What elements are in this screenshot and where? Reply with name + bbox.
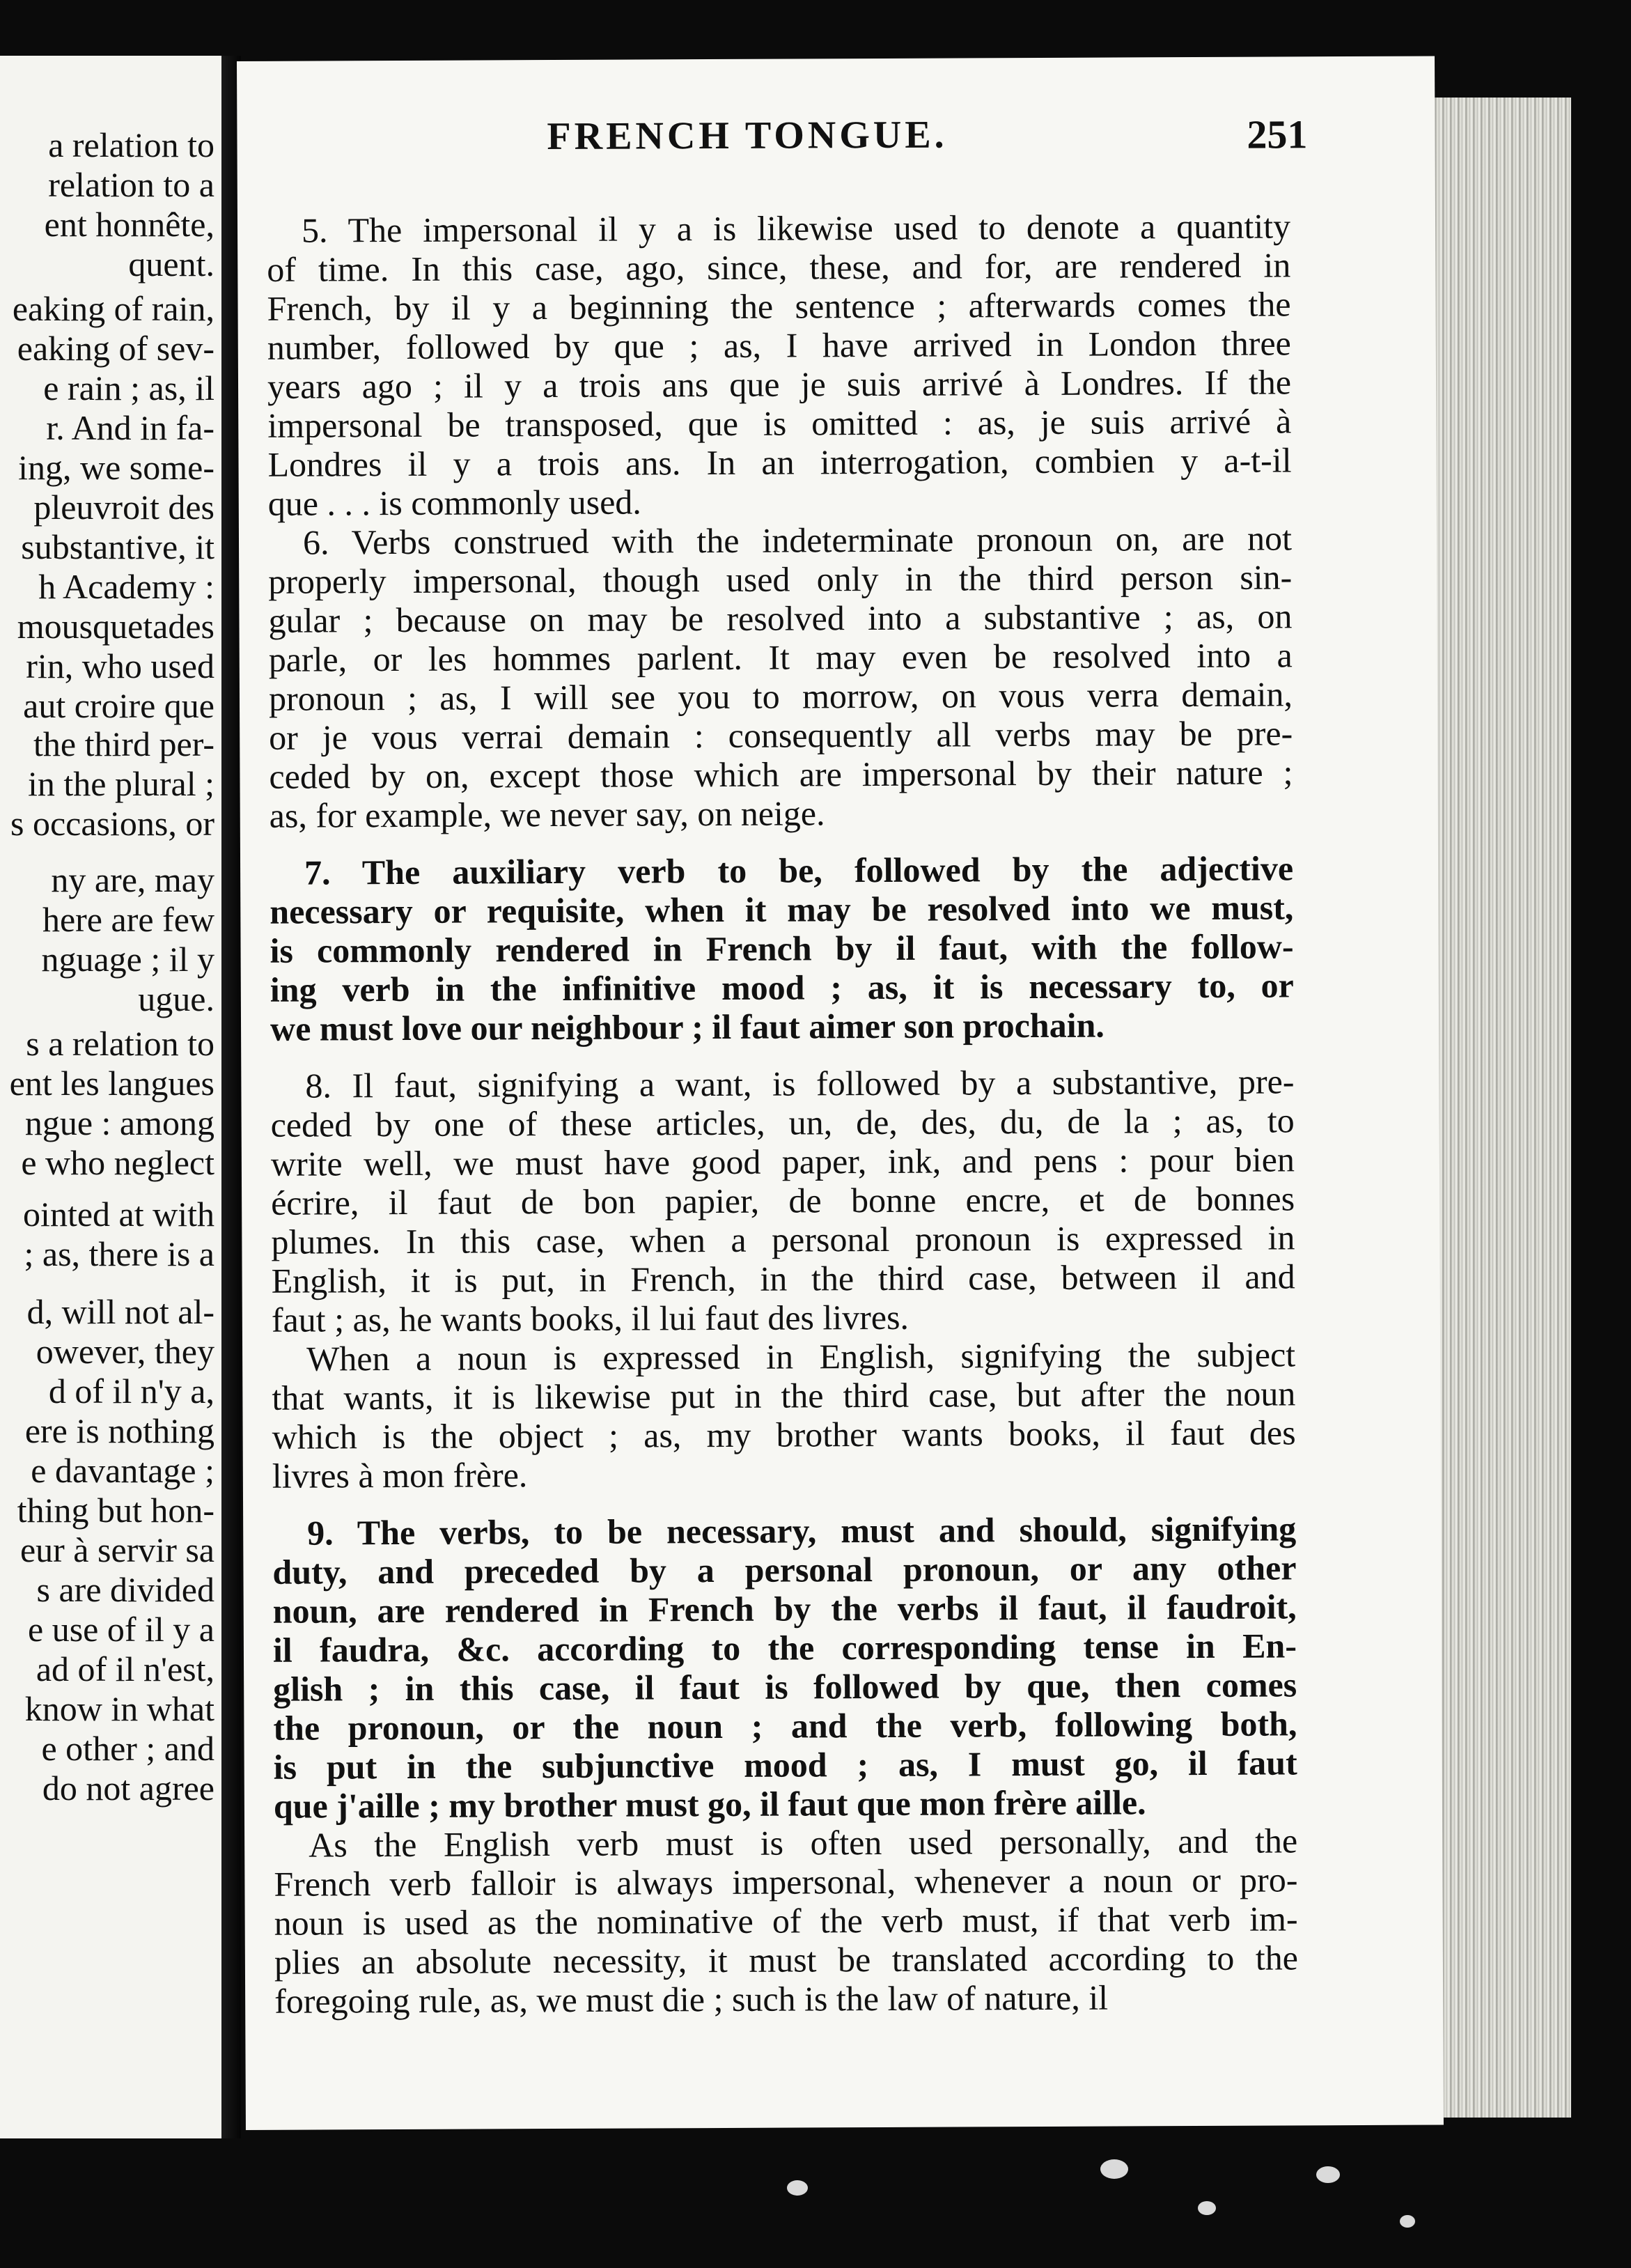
text-line: que j'aille ; my brother must go, il faut que mon frère aille.: [273, 1782, 1146, 1826]
left-fragment-line: owever, they: [36, 1332, 214, 1371]
left-fragment-line: e rain ; as, il: [43, 368, 214, 407]
book-page: [237, 56, 1444, 2129]
text-line: que . . . is commonly used.: [267, 482, 641, 523]
left-fragment-line: ngue : among: [24, 1103, 214, 1142]
left-fragment-line: s a relation to: [26, 1024, 214, 1063]
left-fragment-line: ugue.: [138, 979, 214, 1018]
text-line: 7. The auxiliary verb to be, followed by the adjective: [304, 848, 1294, 892]
left-fragment-line: ; as, there is a: [24, 1234, 214, 1273]
left-fragment-line: in the plural ;: [28, 764, 214, 803]
left-fragment-line: e use of il y a: [28, 1610, 214, 1649]
text-line: 5. The impersonal il y a is likewise used to denote a quantity: [301, 206, 1291, 250]
text-line: glish ; in this case, il faut is followed by que, then comes: [273, 1665, 1297, 1709]
text-line: Londres il y a trois ans. In an interrogation, combien y a-t-il: [267, 440, 1292, 484]
page-number: 251: [1247, 111, 1308, 157]
running-head: [237, 110, 1435, 164]
text-line: livres à mon frère.: [272, 1455, 528, 1496]
left-fragment-line: ent les langues: [9, 1064, 214, 1103]
text-line: parle, or les hommes parlent. It may even be resolved into a: [268, 635, 1293, 679]
left-fragment-line: a relation to: [48, 125, 214, 164]
text-line: il faudra, &c. according to the corresponding tense in En-: [272, 1626, 1297, 1670]
left-fragment-line: e davantage ;: [31, 1451, 214, 1490]
paragraph-p6: [268, 518, 1293, 834]
left-fragment-line: s are divided: [36, 1570, 214, 1609]
paragraph-p5: [267, 206, 1292, 522]
text-line: is put in the subjunctive mood ; as, I must go, il faut: [273, 1743, 1297, 1787]
left-fragment-line: aut croire que: [23, 686, 214, 725]
text-line: number, followed by que ; as, I have arrived in London three: [267, 323, 1291, 367]
left-fragment-line: ny are, may: [51, 860, 214, 899]
text-line: which is the object ; as, my brother wants books, il faut des: [272, 1413, 1296, 1457]
text-line: écrire, il faut de bon papier, de bonne encre, et de bonnes: [271, 1179, 1295, 1222]
paragraph-p8: [270, 1062, 1295, 1339]
text-line: as, for example, we never say, on neige.: [269, 793, 825, 835]
text-line: pronoun ; as, I will see you to morrow, on vous verra demain,: [268, 674, 1293, 718]
text-line: necessary or requisite, when it may be resolved into we must,: [270, 887, 1294, 931]
left-fragment-line: eur à servir sa: [19, 1530, 214, 1569]
text-line: gular ; because on may be resolved into a substantive ; as, on: [268, 596, 1293, 640]
left-fragment-line: quent.: [128, 244, 214, 284]
text-line: French, by il y a beginning the sentence ; afterwards comes the: [267, 284, 1291, 328]
left-fragment-line: ing, we some-: [18, 448, 214, 487]
left-fragment-line: ere is nothing: [24, 1411, 214, 1450]
text-line: 8. Il faut, signifying a want, is followed by a substantive, pre-: [305, 1062, 1295, 1105]
left-fragment-line: pleuvroit des: [33, 488, 214, 527]
left-fragment-line: rin, who used: [26, 646, 214, 685]
paragraph-p9b: [274, 1821, 1298, 2020]
paragraph-p9: [272, 1509, 1297, 1825]
text-line: English, it is put, in French, in the third case, between il and: [271, 1257, 1295, 1300]
body-text: [267, 206, 1298, 2020]
text-line: When a noun is expressed in English, signifying the subject: [306, 1335, 1296, 1378]
left-fragment-line: relation to a: [48, 165, 214, 204]
left-fragment-line: the third per-: [33, 724, 214, 763]
left-fragment-line: ointed at with: [23, 1195, 214, 1234]
left-fragment-line: h Academy :: [38, 567, 214, 606]
page-edge-stack: [1428, 98, 1571, 2118]
paragraph-p8b: [272, 1335, 1296, 1495]
text-line: 6. Verbs construed with the indeterminate pronoun on, are not: [302, 518, 1293, 562]
left-fragment-line: r. And in fa-: [46, 408, 214, 447]
left-fragment-line: eaking of sev-: [17, 329, 214, 368]
text-line: faut ; as, he wants books, il lui faut des livres.: [271, 1297, 910, 1339]
left-fragment-line: ent honnête,: [44, 205, 214, 244]
text-line: years ago ; il y a trois ans que je suis arrivé à Londres. If the: [267, 362, 1292, 406]
text-line: plies an absolute necessity, it must be translated according to the: [274, 1938, 1299, 1982]
text-line: duty, and preceded by a personal pronoun, or any other: [272, 1548, 1297, 1592]
left-fragment-line: e other ; and: [41, 1729, 214, 1768]
text-line: ceded by one of these articles, un, de, des, du, de la ; as, to: [270, 1101, 1295, 1144]
left-fragment-line: e who neglect: [21, 1143, 214, 1182]
text-line: noun is used as the nominative of the verb must, if that verb im-: [274, 1899, 1298, 1943]
text-line: impersonal be transposed, que is omitted : as, je suis arrivé à: [267, 401, 1292, 445]
left-fragment-line: substantive, it: [21, 527, 214, 566]
left-fragment-line: d of il n'y a,: [48, 1372, 214, 1411]
text-line: we must love our neighbour ; il faut aimer son prochain.: [270, 1005, 1105, 1048]
text-line: plumes. In this case, when a personal pronoun is expressed in: [271, 1218, 1295, 1261]
scan-border: [0, 2138, 1631, 2268]
left-fragment-line: know in what: [24, 1689, 214, 1728]
left-fragment-line: s occasions, or: [10, 804, 214, 843]
text-line: French verb falloir is always impersonal, whenever a noun or pro-: [274, 1860, 1298, 1904]
text-line: As the English verb must is often used personally, and the: [309, 1821, 1298, 1865]
text-line: ing verb in the infinitive mood ; as, it is necessary to, or: [270, 965, 1294, 1009]
left-fragment-line: mousquetades: [17, 607, 214, 646]
text-line: that wants, it is likewise put in the third case, but after the noun: [272, 1374, 1296, 1418]
text-line: ceded by on, except those which are impersonal by their nature ;: [269, 752, 1293, 796]
text-line: write well, we must have good paper, ink, and pens : pour bien: [270, 1140, 1295, 1183]
left-fragment-line: d, will not al-: [26, 1292, 214, 1331]
left-fragment-line: here are few: [42, 900, 214, 939]
text-line: the pronoun, or the noun ; and the verb, following both,: [273, 1704, 1297, 1748]
text-line: or je vous verrai demain : consequently all verbs may be pre-: [269, 713, 1293, 757]
left-fragment-line: eaking of rain,: [12, 289, 214, 328]
running-title: FRENCH TONGUE.: [547, 113, 948, 159]
left-fragment-line: do not agree: [42, 1769, 214, 1808]
left-fragment-line: thing but hon-: [17, 1491, 214, 1530]
text-line: is commonly rendered in French by il faut, with the follow-: [270, 926, 1294, 970]
text-line: foregoing rule, as, we must die ; such is the law of nature, il: [274, 1978, 1109, 2021]
text-line: of time. In this case, ago, since, these, and for, are rendered in: [267, 245, 1291, 289]
left-fragment-line: nguage ; il y: [41, 940, 214, 979]
left-page-fragment: [0, 56, 221, 2145]
paragraph-p7: [270, 848, 1294, 1048]
text-line: properly impersonal, though used only in the third person sin-: [268, 557, 1293, 601]
text-line: 9. The verbs, to be necessary, must and should, signifying: [307, 1509, 1297, 1553]
left-fragment-line: ad of il n'est,: [36, 1649, 214, 1688]
text-line: noun, are rendered in French by the verbs il faut, il faudroit,: [272, 1587, 1297, 1631]
